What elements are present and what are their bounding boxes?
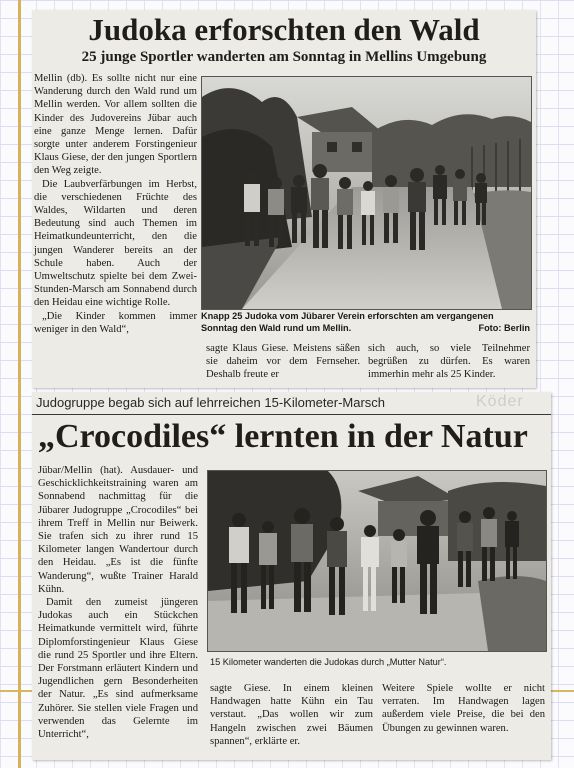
article-column-3 <box>368 342 530 382</box>
paragraph: Mellin (db). Es sollte nicht nur eine Wanderung durch den Wald rund um Mellin werden. Vor allem sollten die Kinder des Judovereins Jübar auch eine ganze Menge lernen. Dafür sorgte unter anderem Forstingenieur Klaus Giese, der den jungen Sportlern den Weg zeigte. <box>34 73 197 177</box>
photo-image <box>208 471 546 651</box>
binder-margin-line <box>18 0 21 768</box>
photo-credit: Foto: Berlin <box>478 322 530 333</box>
newspaper-clipping-judoka <box>32 10 536 388</box>
bleed-through-text: Köder <box>476 393 524 410</box>
photo-caption: 15 Kilometer wanderten die Judokas durch „Mutter Natur“. <box>210 657 447 667</box>
article-column-3 <box>382 682 545 735</box>
headline: Judoka erforschten den Wald <box>88 12 480 47</box>
photo-caption <box>201 311 530 334</box>
subheadline: 25 junge Sportler wanderten am Sonntag in Mellins Umgebung <box>81 49 487 65</box>
paragraph: Die Laubverfärbungen im Herbst, die verschiedenen Früchte des Waldes, Wildarten und deren Bedeutung sind auch Themen im Heimatkundeunterricht, den die jungen Wanderer bereits an der Schule haben. Auch der Umweltschutz spielte bei dem Zwei- Stunden-Marsch am Sonnabend durch den Heidau eine wichtige Rolle. <box>34 178 197 309</box>
paragraph: sagte Giese. In einem kleinen Handwagen hatte Kühn ein Tau verstaut. „Das wollen wir zum Hangeln zwischen zwei Bäumen spannen“, erklärte er. <box>210 683 373 747</box>
kicker-line: Judogruppe begab sich auf lehrreichen 15-Kilometer-Marsch <box>36 395 386 410</box>
article-column-2 <box>210 682 373 748</box>
paragraph: Jübar/Mellin (hat). Ausdauer- und Geschicklichkeitstraining waren am Sonnabend nachmittag für die Jübarer Judogruppe „Crocodiles“ bei ihrem Treff in Mellin nur Beiwerk. Sie trafen sich zu ihrer rund 15 Kilometer langen Wandertour durch den Heidau. „Es ist die fünfte Wanderung“, wußte Trainer Harald Kühn. <box>38 465 198 595</box>
paragraph: Weitere Spiele wollte er nicht verraten. Im Handwagen lagen außerdem viele Preise, die bei den Übungen zu gewinnen waren. <box>382 683 545 734</box>
paragraph: Damit den zumeist jüngeren Judokas auch ein Stückchen Heimatkunde vermittelt wird, führte Diplomforstingenieur Klaus Giese die rund 25 Sportler und ihre Eltern. Der Forstmann erläutert Kindern und Jugendlichen gern Besonderheiten der Natur. „Es sind aufmerksame Zuhörer. Sie stellen viele Fragen und verwenden das Gelernte im Unterricht“, <box>38 597 198 741</box>
photo-image <box>202 77 531 309</box>
photo-judokas-walking <box>207 470 547 652</box>
article-column-2 <box>206 342 360 382</box>
rule <box>32 414 551 415</box>
headline: „Crocodiles“ lernten in der Natur <box>38 418 528 455</box>
paragraph: sagte Klaus Giese. Meistens säßen sie daheim vor dem Fernseher. Deshalb freute er <box>206 343 360 381</box>
newspaper-clipping-crocodiles <box>32 392 551 760</box>
paragraph: sich auch, so viele Teilnehmer begrüßen zu dürfen. Es waren immerhin mehr als 25 Kinder. <box>368 343 530 381</box>
caption-text: Knapp 25 Judoka vom Jübarer Verein erforschten am vergangenen Sonntag den Wald rund um Mellin. <box>201 311 494 333</box>
article-column-1 <box>38 464 198 741</box>
paragraph: „Die Kinder kommen immer weniger in den Wald“, <box>34 310 197 335</box>
photo-hikers-forest-path <box>201 76 532 310</box>
article-column-1 <box>34 72 197 336</box>
